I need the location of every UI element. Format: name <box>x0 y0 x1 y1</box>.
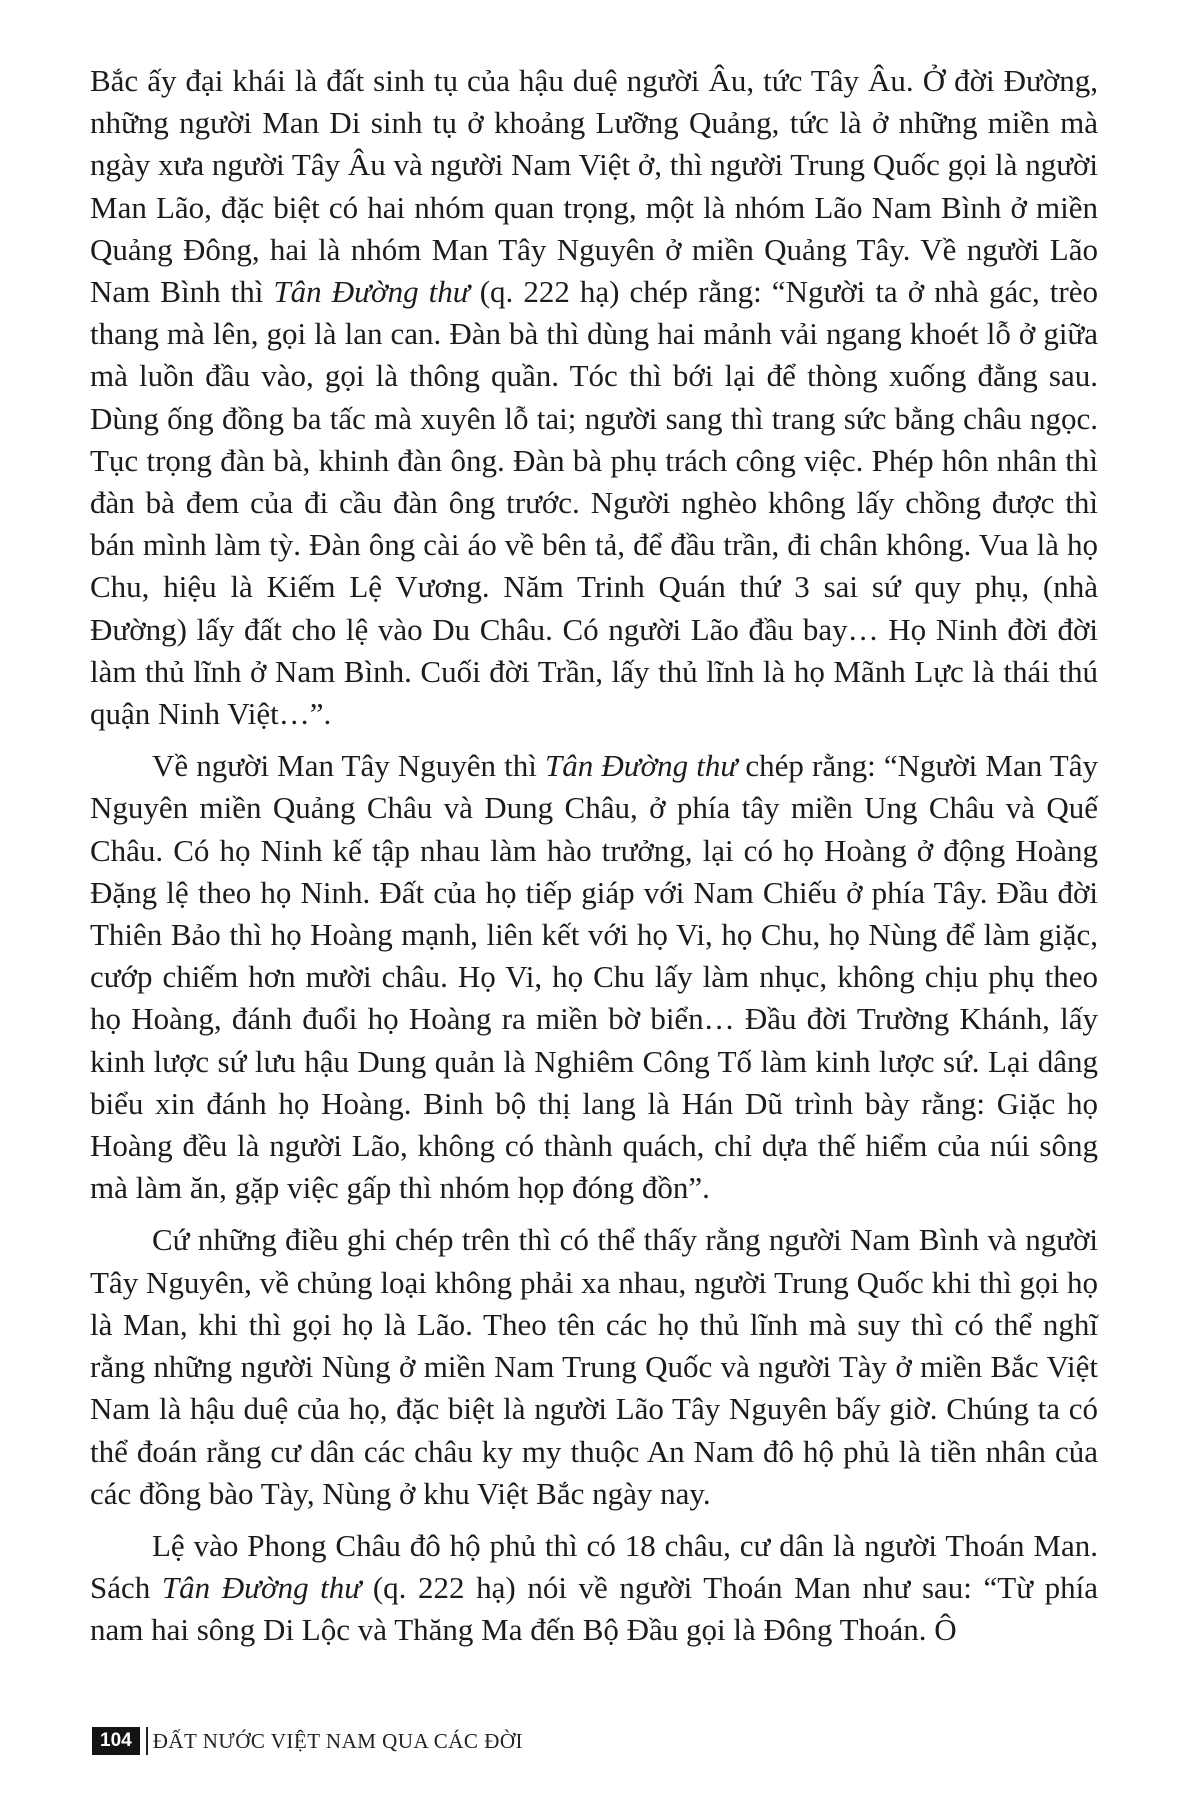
paragraph-1 <box>90 60 1098 735</box>
paragraph-4-text-a: Lệ vào Phong Châu đô hộ phủ thì có 18 châu, cư dân là người Thoán Man. Sách <box>90 1527 1098 1606</box>
book-title-tan-duong-thu: Tân Đường thư <box>544 748 738 784</box>
paragraph-2-text-a: Về người Man Tây Nguyên thì <box>152 748 545 784</box>
paragraph-2 <box>90 745 1098 1209</box>
page-footer <box>92 1725 523 1757</box>
paragraph-1-text-a: Bắc ấy đại khái là đất sinh tụ của hậu duệ người Âu, tức Tây Âu. Ở đời Đường, những người Man Di sinh tụ ở khoảng Lưỡng Quảng, tức là ở những miền mà ngày xưa người Tây Âu và người Nam Việt ở, thì người Trung Quốc gọi là người Man Lão, đặc biệt có hai nhóm quan trọng, một là nhóm Lão Nam Bình ở miền Quảng Đông, hai là nhóm Man Tây Nguyên ở miền Quảng Tây. Về người Lão Nam Bình thì <box>90 63 1098 310</box>
running-title: ĐẤT NƯỚC VIỆT NAM QUA CÁC ĐỜI <box>152 1728 524 1753</box>
page-number: 104 <box>92 1727 140 1755</box>
book-title-tan-duong-thu: Tân Đường thư <box>161 1570 362 1606</box>
paragraph-3 <box>90 1219 1098 1514</box>
paragraph-2-text-b: chép rằng: “Người Man Tây Nguyên miền Quảng Châu và Dung Châu, ở phía tây miền Ung Châu và Quế Châu. Có họ Ninh kế tập nhau làm hào trưởng, lại có họ Hoàng ở động Hoàng Đặng lệ theo họ Ninh. Đất của họ tiếp giáp với Nam Chiếu ở phía Tây. Đầu đời Thiên Bảo thì họ Hoàng mạnh, liên kết với họ Vi, họ Chu, họ Nùng để làm giặc, cướp chiếm hơn mười châu. Họ Vi, họ Chu lấy làm nhục, không chịu phụ theo họ Hoàng, đánh đuổi họ Hoàng ra miền bờ biển… Đầu đời Trường Khánh, lấy kinh lược sứ lưu hậu Dung quản là Nghiêm Công Tố làm kinh lược sứ. Lại dâng biểu xin đánh họ Hoàng. Binh bộ thị lang là Hán Dũ trình bày rằng: Giặc họ Hoàng đều là người Lão, không có thành quách, chỉ dựa thế hiểm của núi sông mà làm ăn, gặp việc gấp thì nhóm họp đóng đồn”. <box>90 748 1098 1206</box>
footer-divider <box>146 1727 148 1755</box>
paragraph-3-text: Cứ những điều ghi chép trên thì có thể thấy rằng người Nam Bình và người Tây Nguyên, về chủng loại không phải xa nhau, người Trung Quốc khi thì gọi họ là Man, khi thì gọi họ là Lão. Theo tên các họ thủ lĩnh mà suy thì có thể nghĩ rằng những người Nùng ở miền Nam Trung Quốc và người Tày ở miền Bắc Việt Nam là hậu duệ của họ, đặc biệt là người Lão Tây Nguyên bấy giờ. Chúng ta có thể đoán rằng cư dân các châu ky my thuộc An Nam đô hộ phủ là tiền nhân của các đồng bào Tày, Nùng ở khu Việt Bắc ngày nay. <box>90 1222 1098 1511</box>
paragraph-4 <box>90 1525 1098 1652</box>
paragraph-4-text-b: (q. 222 hạ) nói về người Thoán Man như sau: “Từ phía nam hai sông Di Lộc và Thăng Ma đến Bộ Đầu gọi là Đông Thoán. Ô <box>90 1570 1098 1648</box>
book-title-tan-duong-thu: Tân Đường thư <box>273 274 470 310</box>
paragraph-1-text-b: (q. 222 hạ) chép rằng: “Người ta ở nhà gác, trèo thang mà lên, gọi là lan can. Đàn bà thì dùng hai mảnh vải ngang khoét lỗ ở giữa mà luồn đầu vào, gọi là thông quần. Tóc thì bới lại để thòng xuống đằng sau. Dùng ống đồng ba tấc mà xuyên lỗ tai; người sang thì trang sức bằng châu ngọc. Tục trọng đàn bà, khinh đàn ông. Đàn bà phụ trách công việc. Phép hôn nhân thì đàn bà đem của đi cầu đàn ông trước. Người nghèo không lấy chồng được thì bán mình làm tỳ. Đàn ông cài áo về bên tả, để đầu trần, đi chân không. Vua là họ Chu, hiệu là Kiếm Lệ Vương. Năm Trinh Quán thứ 3 sai sứ quy phụ, (nhà Đường) lấy đất cho lệ vào Du Châu. Có người Lão đầu bay… Họ Ninh đời đời làm thủ lĩnh ở Nam Bình. Cuối đời Trần, lấy thủ lĩnh là họ Mãnh Lực là thái thú quận Ninh Việt…”. <box>90 274 1099 732</box>
page-body <box>90 60 1098 1662</box>
